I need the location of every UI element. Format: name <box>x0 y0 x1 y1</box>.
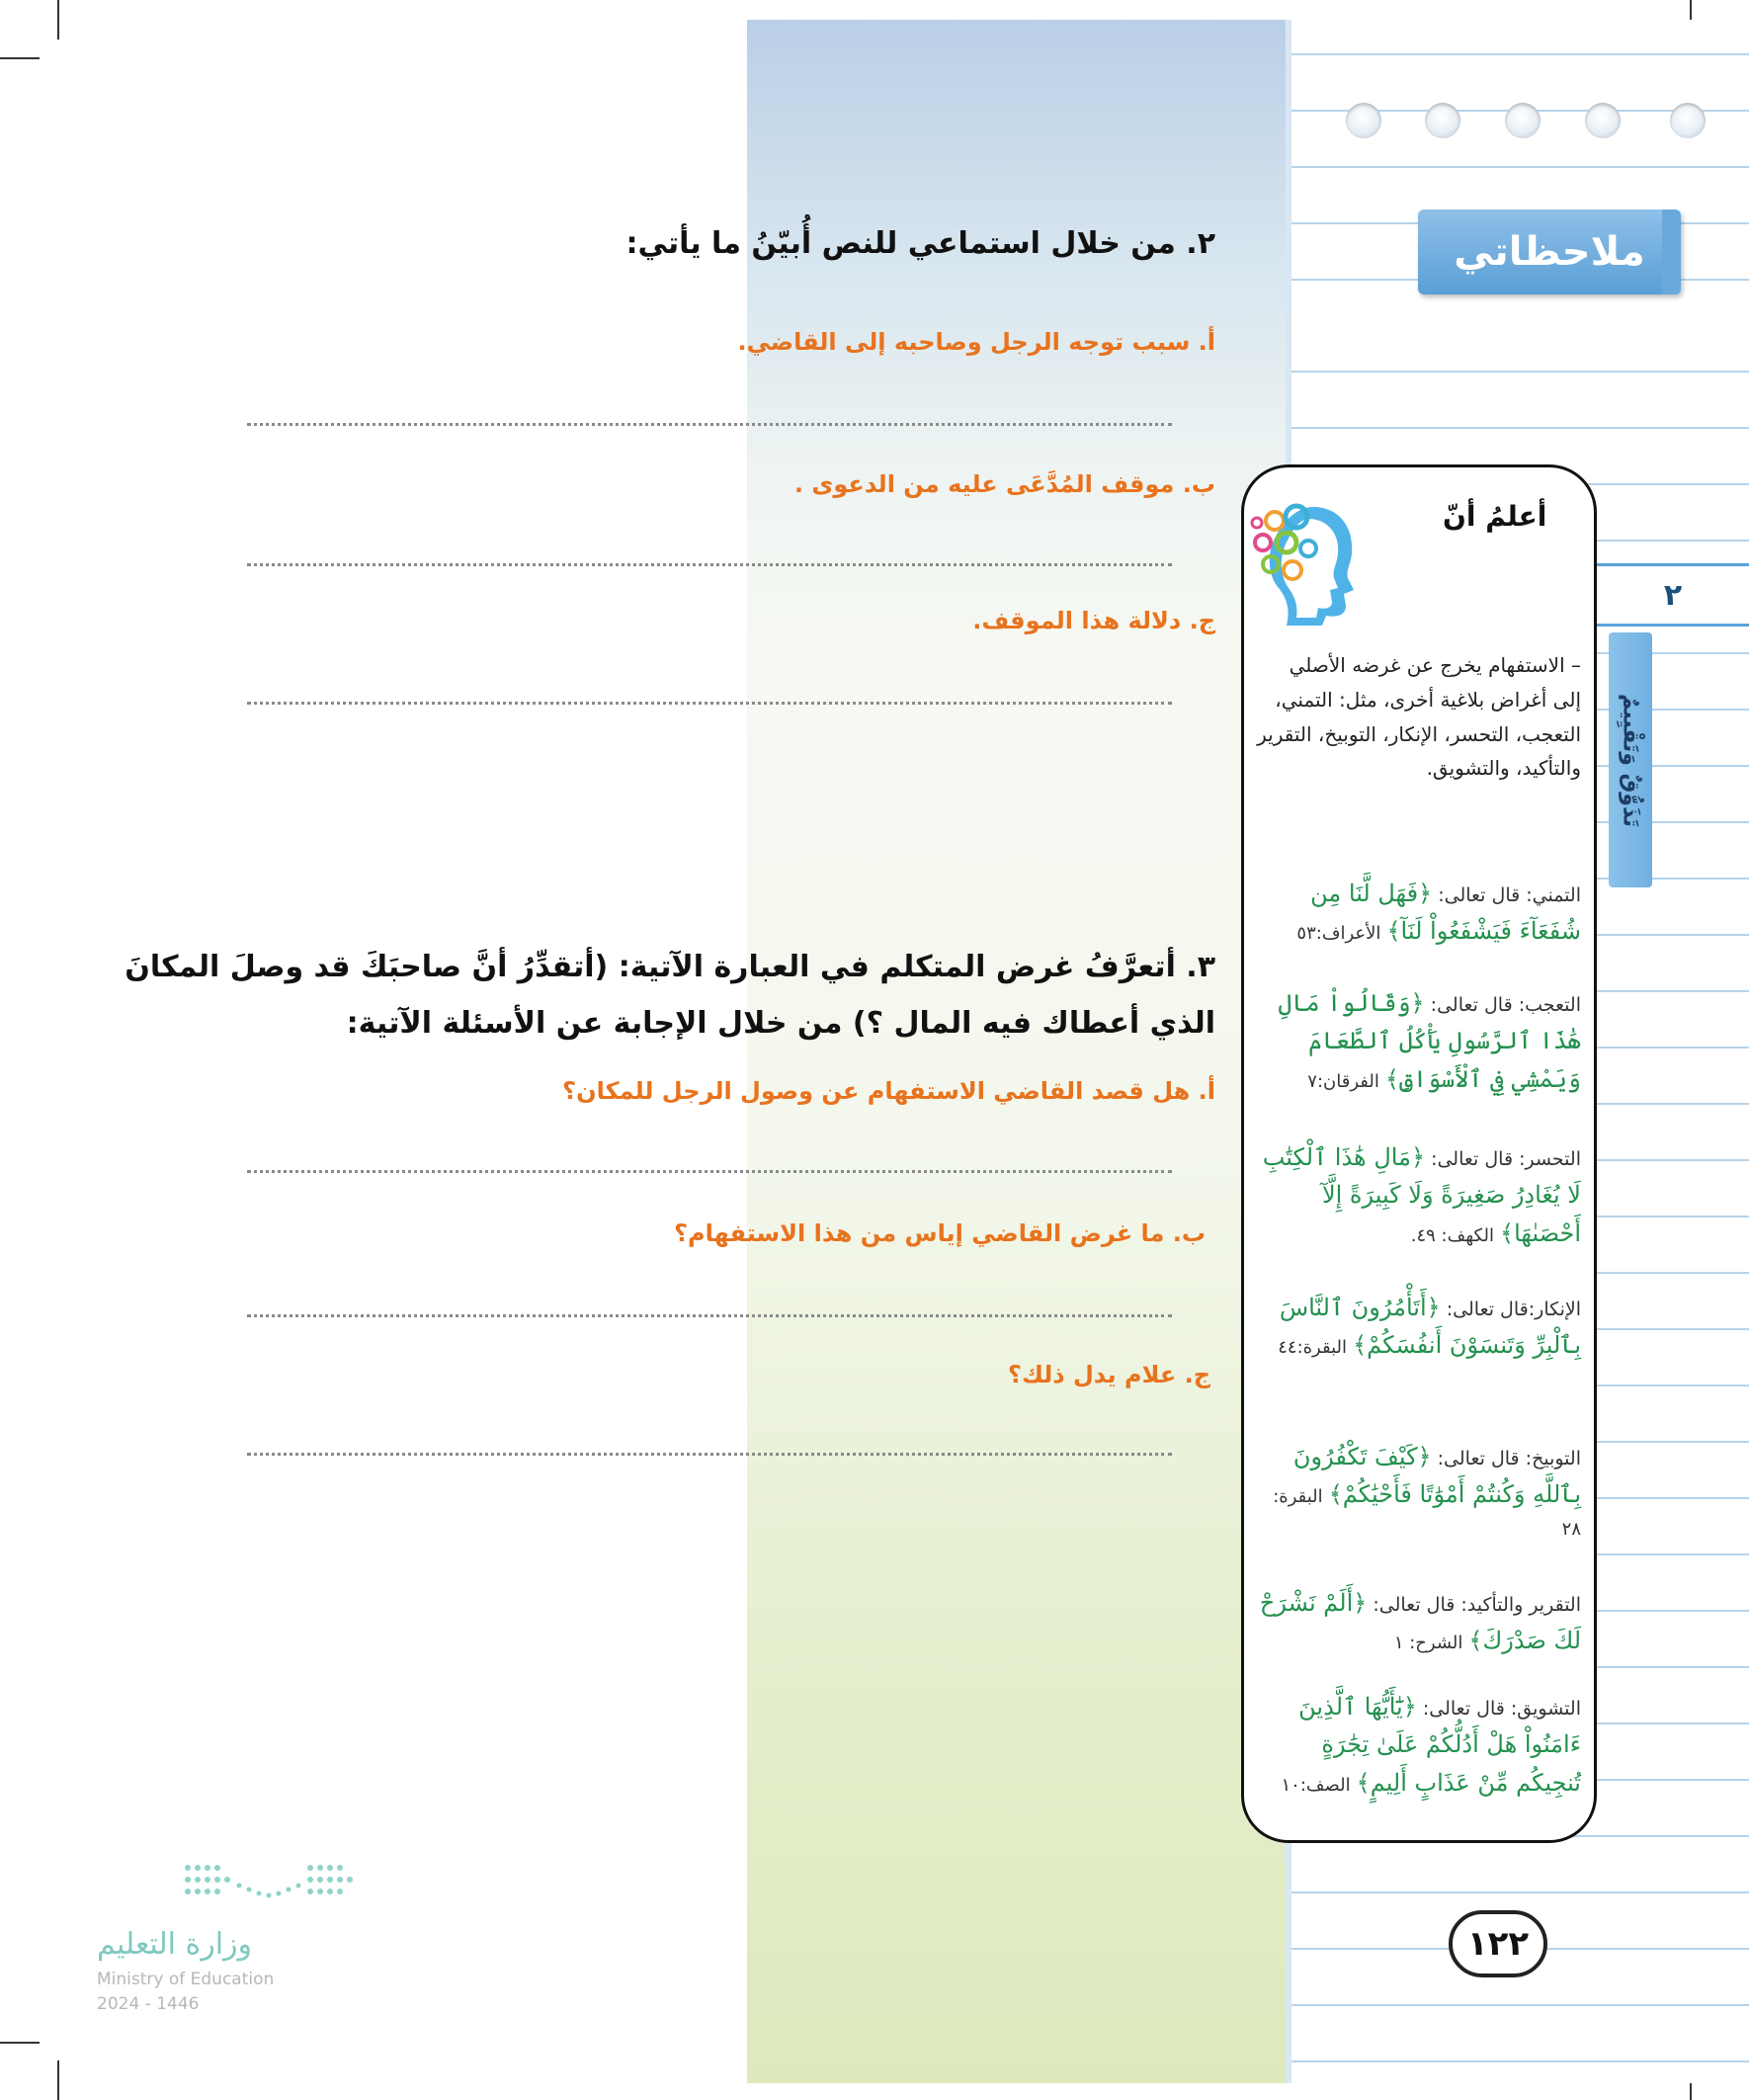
quran-verse: ﴿مَالِ هَٰذَا ٱلْكِتَٰبِ لَا يُغَادِرُ صَغِيرَةً وَلَا كَبِيرَةً إِلَّآ أَحْصَىٰهَا﴾ <box>1262 1143 1581 1247</box>
ministry-logo-icon <box>178 1858 356 1907</box>
ministry-name-ar: وزارة التعليم <box>97 1927 253 1962</box>
question-3-title-line1: ٣. أتعرَّفُ غرض المتكلم في العبارة الآتية: (أتقدِّرُ أنَّ صاحبَكَ قد وصلَ المكانَ <box>125 950 1215 984</box>
page-number: ١٢٢ <box>1449 1910 1547 1977</box>
example-label: التمني: قال تعالى: <box>1438 884 1581 906</box>
example-label: التشويق: قال تعالى: <box>1422 1698 1581 1720</box>
example-tashwiq <box>1255 1688 1581 1802</box>
example-label: الإنكار:قال تعالى: <box>1446 1299 1581 1320</box>
quran-verse: ﴿أَتَأْمُرُونَ ٱلنَّاسَ بِٱلْبِرِّ وَتَنسَوْنَ أَنفُسَكُمْ﴾ <box>1279 1294 1581 1360</box>
example-taajjub <box>1255 984 1581 1098</box>
answer-line[interactable] <box>247 423 1172 426</box>
example-label: التقرير والتأكيد: قال تعالى: <box>1373 1594 1581 1616</box>
example-tahassur <box>1255 1138 1581 1252</box>
verse-reference: البقرة:٤٤ <box>1278 1337 1348 1359</box>
info-intro: – الاستفهام يخرج عن غرضه الأصلي إلى أغراض بلاغية أخرى، مثل: التمني، التعجب، التحسر، الإنكار، التوبيخ، التقرير والتأكيد، والتشويق. <box>1257 653 1581 781</box>
answer-line[interactable] <box>247 1170 1172 1173</box>
verse-reference: الفرقان:٧ <box>1307 1070 1379 1092</box>
quran-verse: ﴿وَقَالُواْ مَالِ هَٰذَا ٱلرَّسُولِ يَأْكُلُ ٱلطَّعَامَ وَيَمْشِي فِي ٱلْأَسْوَاقِ﴾ <box>1278 989 1581 1093</box>
notes-tab <box>1418 210 1681 294</box>
example-label: التوبيخ: قال تعالى: <box>1437 1448 1581 1470</box>
question-2b: ب. موقف المُدَّعَى عليه من الدعوى . <box>793 470 1215 498</box>
crop-mark <box>0 2042 40 2044</box>
verse-reference: الكهف: ٤٩. <box>1410 1224 1494 1246</box>
verse-reference: الأعراف:٥٣ <box>1296 923 1381 945</box>
verse-reference: البقرة: ٢٨ <box>1273 1486 1581 1540</box>
notes-tab-label: ملاحظاتي <box>1454 229 1645 275</box>
question-2-title: ٢. من خلال استماعي للنص أُبيّنُ ما يأتي: <box>625 226 1215 261</box>
section-number: ٢ <box>1597 563 1749 627</box>
binder-ring-icon <box>1585 103 1621 138</box>
question-2a: أ. سبب توجه الرجل وصاحبه إلى القاضي. <box>737 328 1215 356</box>
quran-verse: ﴿يَٰٓأَيُّهَا ٱلَّذِينَ ءَامَنُواْ هَلْ أَدُلُّكُمْ عَلَىٰ تِجَٰرَةٍ تُنجِيكُم مِّنْ عَذَابٍ أَلِيمٍ﴾ <box>1298 1693 1581 1797</box>
ministry-name-en: Ministry of Education <box>97 1970 275 1989</box>
answer-line[interactable] <box>247 702 1172 705</box>
question-3c: ج. علام يدل ذلك؟ <box>1008 1361 1210 1388</box>
quran-verse: ﴿كَيْفَ تَكْفُرُونَ بِٱللَّهِ وَكُنتُمْ أَمْوَٰتًا فَأَحْيَٰكُمْ﴾ <box>1292 1443 1581 1509</box>
quran-verse: ﴿أَلَمْ نَشْرَحْ لَكَ صَدْرَكَ﴾ <box>1259 1589 1581 1655</box>
info-box-title: أعلمُ أنّ <box>1443 500 1547 533</box>
example-inkar <box>1255 1289 1581 1365</box>
crop-mark <box>57 2060 59 2100</box>
answer-line[interactable] <box>247 1453 1172 1456</box>
binder-ring-icon <box>1505 103 1541 138</box>
example-tawbikh <box>1255 1438 1581 1545</box>
crop-mark <box>57 0 59 40</box>
example-tamanni <box>1255 875 1581 951</box>
answer-line[interactable] <box>247 1314 1172 1317</box>
section-ribbon: تَذَوُّقٌ وَتَقْيِيمٌ <box>1609 632 1652 887</box>
notes-tab-accent <box>1662 210 1681 294</box>
head-gears-icon <box>1247 499 1358 628</box>
verse-reference: الشرح: ١ <box>1393 1633 1463 1654</box>
binder-ring-icon <box>1425 103 1460 138</box>
binder-ring-icon <box>1346 103 1381 138</box>
example-label: التعجب: قال تعالى: <box>1430 994 1581 1016</box>
answer-line[interactable] <box>247 563 1172 566</box>
binder-ring-icon <box>1670 103 1706 138</box>
question-2c: ج. دلالة هذا الموقف. <box>972 607 1215 634</box>
example-taqrir <box>1255 1584 1581 1660</box>
example-label: التحسر: قال تعالى: <box>1431 1148 1581 1170</box>
question-3-title-line2: الذي أعطاك فيه المال ؟) من خلال الإجابة عن الأسئلة الآتية: <box>346 1006 1215 1041</box>
question-3b: ب. ما غرض القاضي إياس من هذا الاستفهام؟ <box>674 1219 1206 1247</box>
crop-mark <box>0 57 40 59</box>
quran-verse: ﴿فَهَل لَّنَا مِن شُفَعَآءَ فَيَشْفَعُواْ لَنَآ﴾ <box>1310 880 1581 946</box>
verse-reference: الصف:١٠ <box>1281 1774 1351 1796</box>
question-3a: أ. هل قصد القاضي الاستفهام عن وصول الرجل للمكان؟ <box>562 1077 1215 1105</box>
ministry-year: 2024 - 1446 <box>97 1994 200 2014</box>
